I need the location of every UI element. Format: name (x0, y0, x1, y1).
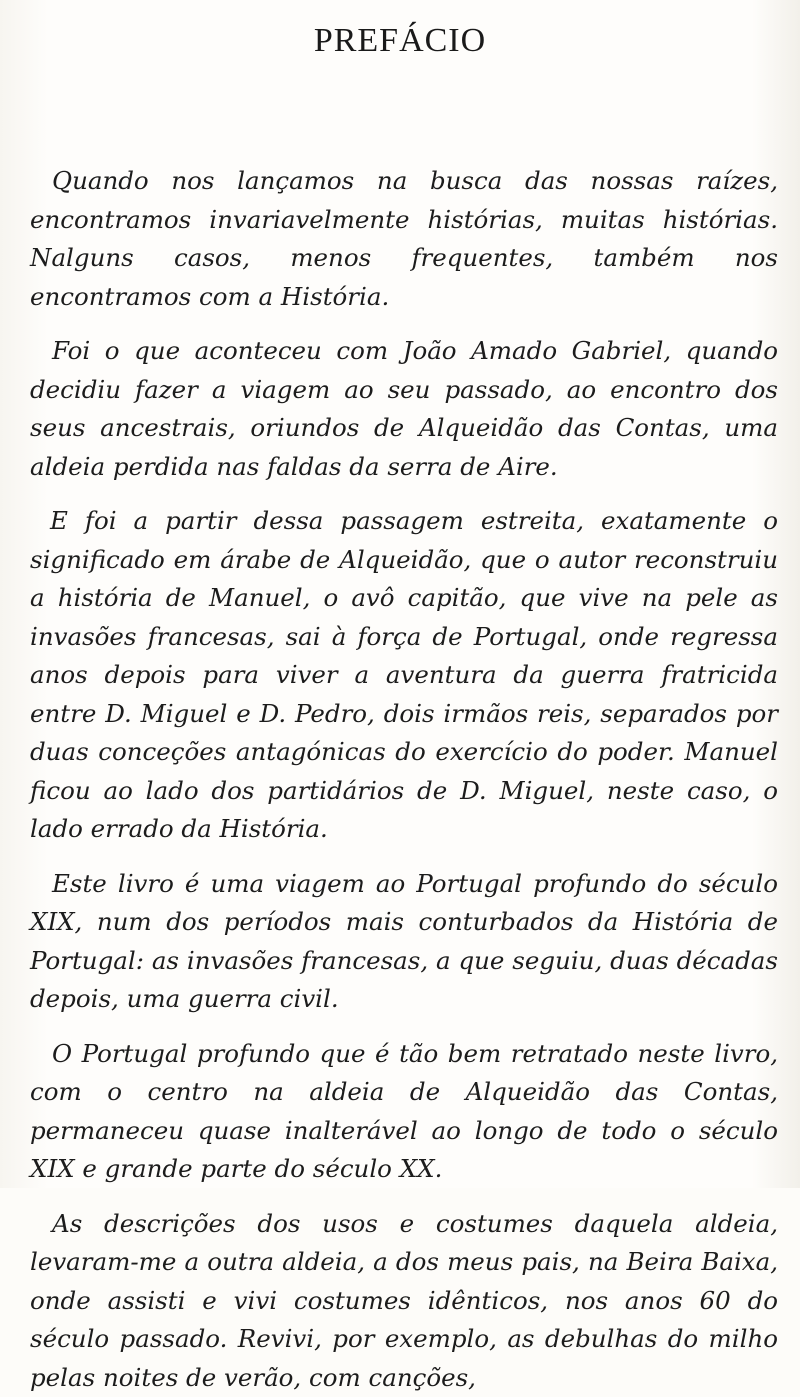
paragraph-5: O Portugal profundo que é tão bem retratado neste livro, com o centro na aldeia de Alqueidão das Contas, permaneceu quase inalterável ao longo de todo o século XIX e grande parte do século XX. (30, 1035, 778, 1189)
paragraph-4: Este livro é uma viagem ao Portugal profundo do século XIX, num dos períodos mais conturbados da História de Portugal: as invasões francesas, a que seguiu, duas décadas depois, uma guerra civil. (30, 865, 778, 1019)
paragraph-1: Quando nos lançamos na busca das nossas raízes, encontramos invariavelmente histórias, muitas histórias. Nalguns casos, menos frequentes, também nos encontramos com a História. (30, 162, 778, 316)
page-title: PREFÁCIO (0, 22, 800, 60)
paragraph-2: Foi o que aconteceu com João Amado Gabriel, quando decidiu fazer a viagem ao seu passado, ao encontro dos seus ancestrais, oriundos de Alqueidão das Contas, uma aldeia perdida nas faldas da serra de Aire. (30, 332, 778, 486)
preface-body (30, 162, 778, 1397)
paragraph-6: As descrições dos usos e costumes daquela aldeia, levaram-me a outra aldeia, a dos meus pais, na Beira Baixa, onde assisti e vivi costumes idênticos, nos anos 60 do século passado. Revivi, por exemplo, as debulhas do milho pelas noites de verão, com canções, (30, 1205, 778, 1397)
paragraph-3: E foi a partir dessa passagem estreita, exatamente o significado em árabe de Alqueidão, que o autor reconstruiu a história de Manuel, o avô capitão, que vive na pele as invasões francesas, sai à força de Portugal, onde regressa anos depois para viver a aventura da guerra fratricida entre D. Miguel e D. Pedro, dois irmãos reis, separados por duas conceções antagónicas do exercício do poder. Manuel ficou ao lado dos partidários de D. Miguel, neste caso, o lado errado da História. (30, 502, 778, 849)
